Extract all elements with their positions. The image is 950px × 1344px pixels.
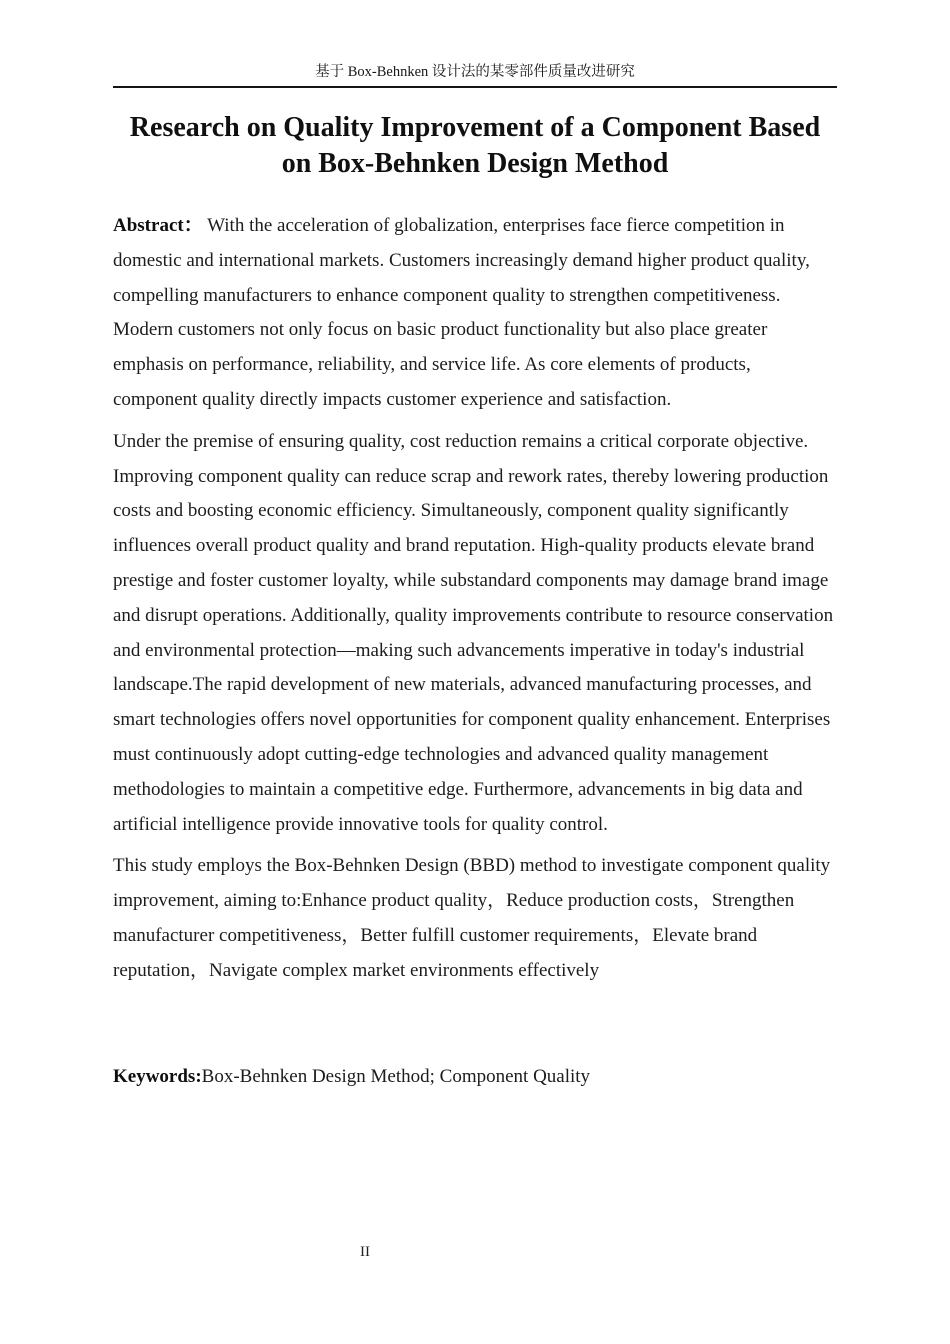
abstract-paragraph-3: This study employs the Box-Behnken Design (BBD) method to investigate component quality improvement, aiming to:Enhance product quality，Reduce production costs，Strengthen manufacturer competitiveness，Better fulfill customer requirements，Elevate brand reputation，Navigate complex market environments effectively — [113, 855, 831, 981]
page-footer — [0, 1244, 730, 1261]
running-header — [113, 0, 837, 88]
keywords-line — [113, 1060, 837, 1095]
page-title-line-2: on Box-Behnken Design Method — [281, 148, 669, 179]
page-number: II — [360, 1244, 370, 1260]
page-title — [113, 110, 837, 182]
running-header-title: 基于 Box-Behnken 设计法的某零部件质量改进研究 — [315, 64, 635, 80]
abstract-label: Abstract： — [113, 215, 203, 236]
abstract-section — [113, 209, 837, 1094]
abstract-paragraph-1 — [113, 209, 837, 418]
keywords-label: Keywords: — [113, 1065, 202, 1087]
keywords-text: Box-Behnken Design Method; Component Quality — [201, 1065, 591, 1087]
abstract-paragraph-1-text: With the acceleration of globalization, enterprises face fierce competition in domestic and international markets. Customers increasingly demand higher product quality, compelling manufacturers to enhance component quality to strengthen competitiveness. Modern customers not only focus on basic product functionality but also place greater emphasis on performance, reliability, and service life. As core elements of products, component quality directly impacts customer experience and satisfaction. — [113, 215, 810, 410]
page-title-line-1: Research on Quality Improvement of a Component Based — [129, 112, 821, 143]
abstract-paragraph-2: Under the premise of ensuring quality, cost reduction remains a critical corporate objective. Improving component quality can reduce scrap and rework rates, thereby lowering production costs and boosting economic efficiency. Simultaneously, component quality significantly influences overall product quality and brand reputation. High-quality products elevate brand prestige and foster customer loyalty, while substandard components may damage brand image and disrupt operations. Additionally, quality improvements contribute to resource conservation and environmental protection—making such advancements imperative in today's industrial landscape.The rapid development of new materials, advanced manufacturing processes, and smart technologies offers novel opportunities for component quality enhancement. Enterprises must continuously adopt cutting-edge technologies and advanced quality management methodologies to maintain a competitive edge. Furthermore, advancements in big data and artificial intelligence provide innovative tools for quality control. — [113, 430, 834, 835]
